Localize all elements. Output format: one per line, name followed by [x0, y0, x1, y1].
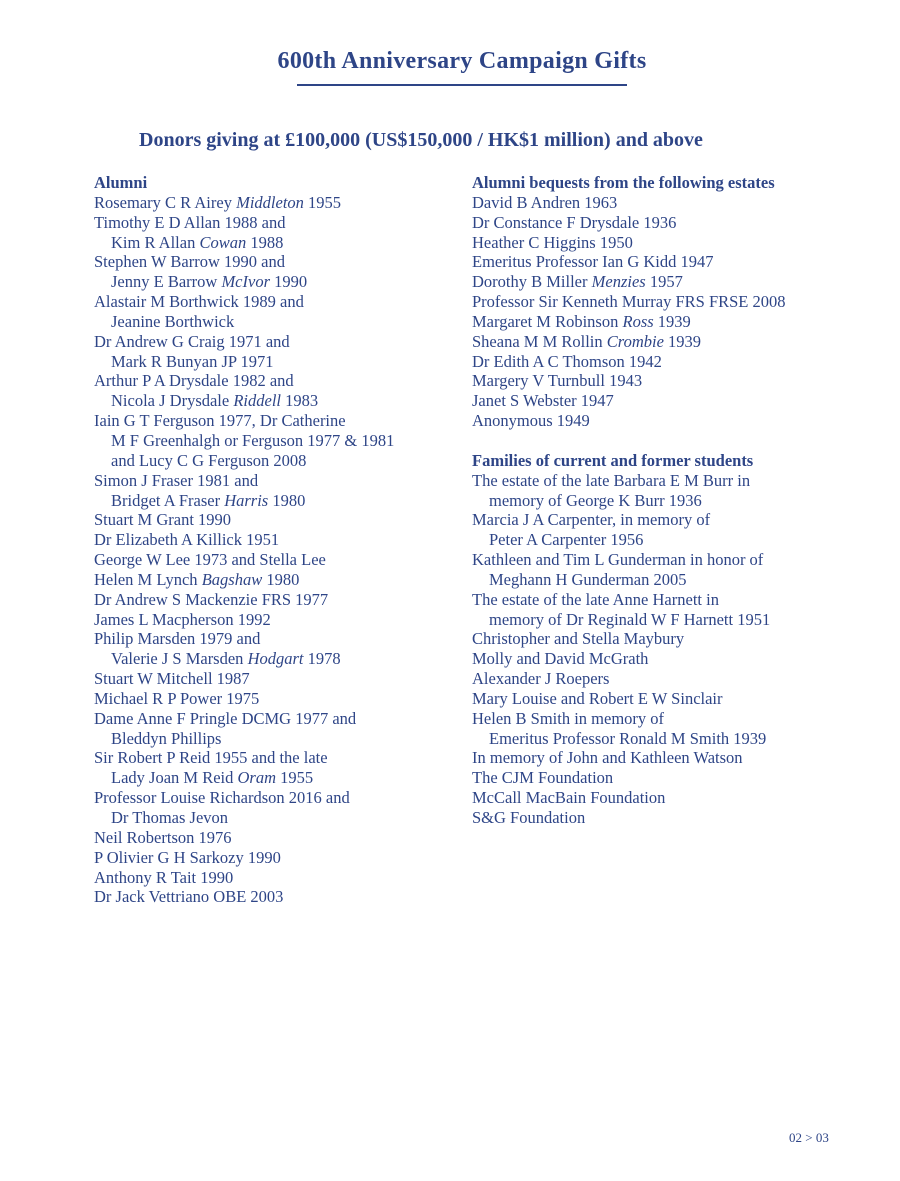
donor-line-continuation [94, 768, 454, 788]
donor-line [472, 669, 872, 689]
donor-text: Heather C Higgins 1950 [472, 232, 633, 252]
donor-text: Sheana M M Rollin [472, 331, 607, 351]
donor-line [472, 213, 872, 233]
donor-entry [94, 371, 454, 411]
donor-text: Stephen W Barrow 1990 and [94, 252, 285, 272]
families-list [472, 471, 872, 828]
donor-entry [94, 570, 454, 590]
donor-line [472, 808, 872, 828]
donor-entry [472, 748, 872, 768]
maiden-name: Cowan [199, 232, 247, 252]
donor-text: 1983 [281, 391, 319, 411]
donor-line [472, 371, 872, 391]
donor-text: Anonymous 1949 [472, 411, 590, 431]
donor-line [472, 391, 872, 411]
donor-text: M F Greenhalgh or Ferguson 1977 & 1981 [111, 430, 395, 450]
donor-line [94, 292, 454, 312]
donor-line-continuation [472, 610, 872, 630]
donor-text: Kim R Allan [111, 232, 200, 252]
donor-line [94, 252, 454, 272]
donor-entry [94, 828, 454, 848]
donor-text: and Lucy C G Ferguson 2008 [111, 450, 307, 470]
donor-text: Professor Sir Kenneth Murray FRS FRSE 2008 [472, 292, 786, 312]
donor-entry [472, 550, 872, 590]
donor-line [94, 610, 454, 630]
donor-text: memory of George K Burr 1936 [489, 490, 702, 510]
donor-line-continuation [94, 272, 454, 292]
maiden-name: Crombie [606, 331, 664, 351]
donor-entry [472, 213, 872, 233]
donor-text: 1980 [268, 490, 306, 510]
donor-text: Peter A Carpenter 1956 [489, 530, 644, 550]
donor-entry [472, 590, 872, 630]
donor-entry [94, 411, 454, 471]
donor-entry [472, 649, 872, 669]
donor-entry [94, 689, 454, 709]
section-spacer [472, 431, 872, 451]
donor-text: Bleddyn Phillips [111, 728, 222, 748]
donor-text: Mary Louise and Robert E W Sinclair [472, 688, 723, 708]
donor-text: The estate of the late Anne Harnett in [472, 589, 719, 609]
donor-text: Stuart W Mitchell 1987 [94, 669, 250, 689]
donor-entry [94, 550, 454, 570]
donor-line [94, 471, 454, 491]
donor-entry [472, 312, 872, 332]
donor-line [472, 550, 872, 570]
donor-line [472, 689, 872, 709]
donor-entry [94, 868, 454, 888]
families-heading: Families of current and former students [472, 450, 754, 470]
donor-line [94, 332, 454, 352]
donor-text: Alastair M Borthwick 1989 and [94, 292, 304, 312]
donor-entry [94, 788, 454, 828]
donor-line-continuation [94, 431, 454, 451]
donor-line [472, 768, 872, 788]
donor-text: S&G Foundation [472, 808, 586, 827]
donor-text: The CJM Foundation [472, 768, 614, 788]
donor-entry [472, 629, 872, 649]
donor-text: Arthur P A Drysdale 1982 and [94, 371, 294, 391]
donor-line [94, 868, 454, 888]
donor-entry [94, 629, 454, 669]
donor-line-continuation [94, 649, 454, 669]
donor-entry [472, 411, 872, 431]
donor-text: Dr Andrew G Craig 1971 and [94, 331, 290, 351]
donor-text: Dr Constance F Drysdale 1936 [472, 212, 677, 232]
donor-entry [472, 252, 872, 272]
donor-line [472, 272, 872, 292]
donor-text: Margaret M Robinson [472, 311, 623, 331]
donor-text: McCall MacBain Foundation [472, 788, 666, 808]
donor-line-continuation [94, 729, 454, 749]
donor-line [472, 788, 872, 808]
donor-text: 1955 [276, 768, 314, 788]
donor-text: Michael R P Power 1975 [94, 688, 260, 708]
donor-line [472, 590, 872, 610]
right-column [472, 173, 872, 828]
donor-text: Margery V Turnbull 1943 [472, 371, 643, 391]
donor-text: Alexander J Roepers [472, 669, 610, 689]
donor-text: 1939 [653, 311, 691, 331]
donor-line [472, 411, 872, 431]
donor-entry [94, 193, 454, 213]
donor-text: Christopher and Stella Maybury [472, 629, 685, 649]
donor-line [472, 332, 872, 352]
donor-line [472, 292, 872, 312]
donor-line [94, 530, 454, 550]
donor-entry [94, 530, 454, 550]
donor-line [94, 669, 454, 689]
donor-text: Jenny E Barrow [111, 272, 222, 292]
donor-text: Timothy E D Allan 1988 and [94, 212, 286, 232]
donor-text: Professor Louise Richardson 2016 and [94, 788, 350, 808]
donor-entry [472, 272, 872, 292]
donor-text: James L Macpherson 1992 [94, 609, 271, 629]
donor-entry [472, 788, 872, 808]
alumni-list [94, 193, 454, 907]
donor-line [472, 629, 872, 649]
donor-text: Dr Jack Vettriano OBE 2003 [94, 887, 284, 907]
donor-entry [94, 471, 454, 511]
donor-text: Rosemary C R Airey [94, 192, 237, 212]
donor-entry [94, 887, 454, 907]
donor-text: Stuart M Grant 1990 [94, 510, 232, 530]
donor-entry [472, 669, 872, 689]
donor-text: David B Andren 1963 [472, 192, 618, 212]
donor-text: 1939 [663, 331, 702, 351]
donor-line [94, 788, 454, 808]
donor-text: 1978 [303, 649, 341, 669]
donor-line-continuation [94, 491, 454, 511]
donor-entry [94, 590, 454, 610]
bequests-heading: Alumni bequests from the following estates [472, 173, 775, 192]
donor-line [94, 570, 454, 590]
donor-entry [94, 213, 454, 253]
donor-text: George W Lee 1973 and Stella Lee [94, 550, 326, 570]
maiden-name: Harris [224, 490, 269, 510]
donor-line [94, 371, 454, 391]
donor-line [472, 352, 872, 372]
donor-entry [472, 391, 872, 411]
donor-line [472, 312, 872, 332]
donor-text: Marcia J A Carpenter, in memory of [472, 510, 711, 530]
donor-line-continuation [94, 451, 454, 471]
donor-text: Helen M Lynch [94, 569, 202, 589]
donor-entry [472, 510, 872, 550]
donor-text: Mark R Bunyan JP 1971 [111, 351, 274, 371]
title-underline [297, 84, 627, 86]
donor-text: Dame Anne F Pringle DCMG 1977 and [94, 708, 357, 728]
donor-entry [94, 252, 454, 292]
donor-entry [472, 709, 872, 749]
donor-line [94, 411, 454, 431]
donor-line [94, 510, 454, 530]
donor-line [472, 252, 872, 272]
donor-line [94, 689, 454, 709]
donor-line [472, 649, 872, 669]
donor-text: Nicola J Drysdale [111, 391, 234, 411]
donor-entry [94, 610, 454, 630]
page-title: 600th Anniversary Campaign Gifts [277, 48, 647, 74]
donor-line [94, 848, 454, 868]
donor-text: P Olivier G H Sarkozy 1990 [94, 847, 281, 867]
donor-entry [94, 332, 454, 372]
donor-entry [472, 768, 872, 788]
donor-line [94, 193, 454, 213]
donor-line-continuation [472, 530, 872, 550]
donor-entry [472, 808, 872, 828]
donor-text: Philip Marsden 1979 and [94, 629, 261, 649]
donor-line [472, 748, 872, 768]
donor-tier-heading: Donors giving at £100,000 (US$150,000 / HK$1 million) and above [139, 129, 703, 151]
donor-text: Dr Elizabeth A Killick 1951 [94, 530, 280, 550]
donor-text: Helen B Smith in memory of [472, 708, 665, 728]
donor-text: Valerie J S Marsden [111, 649, 248, 669]
donor-entry [472, 471, 872, 511]
donor-line-continuation [94, 808, 454, 828]
maiden-name: Riddell [233, 391, 281, 411]
donor-line-continuation [94, 312, 454, 332]
donor-text: Neil Robertson 1976 [94, 827, 232, 847]
donor-text: 1980 [262, 569, 300, 589]
donor-text: memory of Dr Reginald W F Harnett 1951 [489, 609, 771, 629]
donor-entry [472, 292, 872, 312]
donor-line [94, 629, 454, 649]
donor-line [472, 471, 872, 491]
donor-line-continuation [94, 233, 454, 253]
donor-text: Meghann H Gunderman 2005 [489, 569, 687, 589]
donor-text: Lady Joan M Reid [111, 768, 238, 788]
donor-line [94, 748, 454, 768]
alumni-heading: Alumni [94, 173, 148, 192]
left-column [94, 173, 454, 907]
maiden-name: Ross [622, 311, 654, 331]
donor-entry [472, 193, 872, 213]
donor-text: 1955 [303, 192, 342, 212]
maiden-name: McIvor [221, 272, 270, 292]
maiden-name: Hodgart [247, 649, 304, 669]
donor-line [472, 193, 872, 213]
page-number: 02 > 03 [789, 1130, 829, 1145]
donor-entry [94, 510, 454, 530]
maiden-name: Middleton [236, 192, 304, 212]
donor-line [472, 233, 872, 253]
maiden-name: Menzies [591, 272, 646, 292]
donor-line-continuation [472, 491, 872, 511]
donor-entry [94, 669, 454, 689]
donor-text: Dr Thomas Jevon [111, 808, 229, 827]
donor-line [94, 887, 454, 907]
donor-entry [94, 292, 454, 332]
donor-entry [472, 371, 872, 391]
donor-entry [472, 689, 872, 709]
donor-text: Sir Robert P Reid 1955 and the late [94, 748, 328, 768]
donor-text: Molly and David McGrath [472, 649, 649, 669]
donor-entry [94, 709, 454, 749]
donor-text: The estate of the late Barbara E M Burr in [472, 470, 751, 490]
donor-text: Kathleen and Tim L Gunderman in honor of [472, 550, 764, 570]
donor-text: Iain G T Ferguson 1977, Dr Catherine [94, 411, 346, 431]
donor-text: Jeanine Borthwick [111, 311, 235, 331]
donor-entry [94, 748, 454, 788]
donor-text: Anthony R Tait 1990 [94, 867, 234, 887]
donor-entry [472, 352, 872, 372]
donor-text: Janet S Webster 1947 [472, 391, 614, 411]
donor-text: Dr Edith A C Thomson 1942 [472, 351, 662, 371]
donor-line [472, 510, 872, 530]
donor-entry [472, 332, 872, 352]
donor-line [94, 213, 454, 233]
donor-text: 1957 [645, 272, 683, 292]
donor-line [94, 550, 454, 570]
donor-text: Bridget A Fraser [111, 490, 225, 510]
donor-text: 1990 [270, 272, 308, 292]
donor-entry [472, 233, 872, 253]
donor-text: Dorothy B Miller [472, 272, 592, 292]
donor-line [472, 709, 872, 729]
donor-line [94, 828, 454, 848]
donor-text: In memory of John and Kathleen Watson [472, 748, 743, 768]
donor-line-continuation [472, 729, 872, 749]
donor-text: Emeritus Professor Ronald M Smith 1939 [489, 728, 767, 748]
donor-line [94, 590, 454, 610]
donor-text: Emeritus Professor Ian G Kidd 1947 [472, 252, 714, 272]
donor-entry [94, 848, 454, 868]
donor-line-continuation [94, 352, 454, 372]
maiden-name: Oram [237, 768, 276, 788]
bequests-list [472, 193, 872, 431]
donor-line-continuation [472, 570, 872, 590]
donor-text: 1988 [246, 232, 284, 252]
donor-line [94, 709, 454, 729]
donor-text: Simon J Fraser 1981 and [94, 470, 259, 490]
donor-text: Dr Andrew S Mackenzie FRS 1977 [94, 589, 329, 609]
maiden-name: Bagshaw [201, 569, 263, 589]
donor-line-continuation [94, 391, 454, 411]
